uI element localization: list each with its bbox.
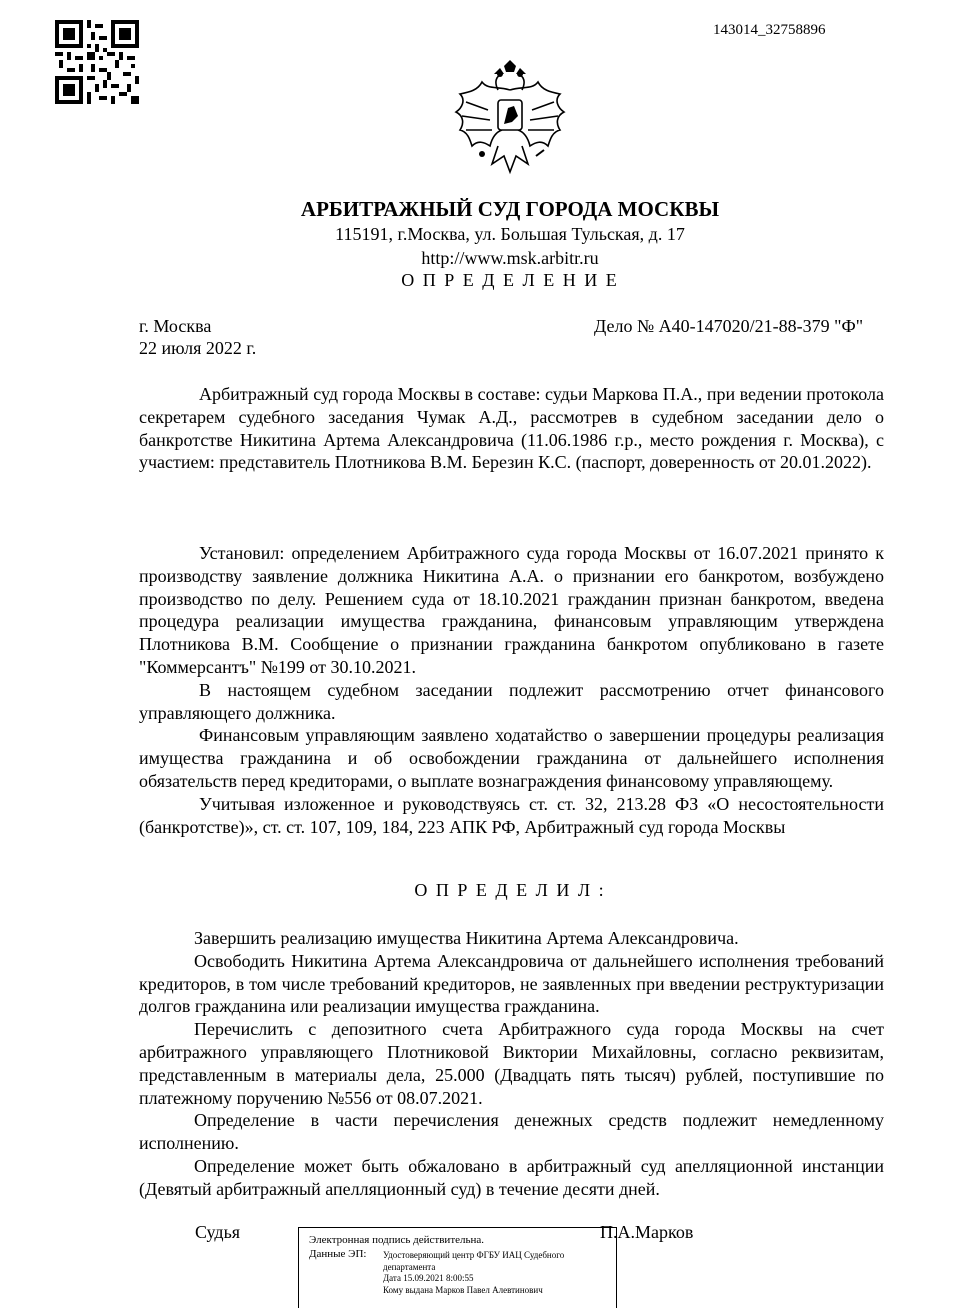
signature-data-label: Данные ЭП: xyxy=(309,1248,367,1260)
signature-date: Дата 15.09.2021 8:00:55 xyxy=(383,1273,474,1283)
qr-code-icon xyxy=(55,20,139,104)
document-date: 22 июля 2022 г. xyxy=(139,338,257,358)
judge-label: Судья xyxy=(195,1222,241,1242)
established-paragraph: Учитывая изложенное и руководствуясь ст. ст. 32, 213.28 ФЗ «О несостоятельности (банкротстве)», ст. ст. 107, 109, 184, 223 АПК РФ, Арбитражный суд города Москвы xyxy=(139,793,884,837)
established-section xyxy=(139,542,884,838)
ruling-title: О П Р Е Д Е Л И Л : xyxy=(414,880,606,900)
signature-issued-to: Кому выдана Марков Павел Алевтинович xyxy=(383,1284,543,1295)
document-title: О П Р Е Д Е Л Е Н И Е xyxy=(401,270,619,290)
established-paragraph: В настоящем судебном заседании подлежит рассмотрению отчет финансового управляющего должника. xyxy=(139,679,884,723)
ruling-paragraph: Освободить Никитина Артема Александровича от дальнейшего исполнения требований кредиторов, в том числе требований кредиторов, не заявленных при введении реструктуризации долгов гражданина или реализации имущества гражданина. xyxy=(139,950,884,1017)
court-website: http://www.msk.arbitr.ru xyxy=(421,248,599,268)
document-city: г. Москва xyxy=(139,316,212,336)
court-address: 115191, г.Москва, ул. Большая Тульская, д. 17 xyxy=(335,224,685,244)
established-paragraph: Установил: определением Арбитражного суда города Москвы от 16.07.2021 принято к производству заявление должника Никитина А.А. о признании его банкротом, возбуждено производство по делу. Решением суда от 18.10.2021 гражданин признан банкротом, введена процедура реализации имущества гражданина, финансовым управляющим утверждена Плотникова В.М. Сообщение о признании гражданина банкротом опубликовано в газете "Коммерсантъ" №199 от 30.10.2021. xyxy=(139,543,884,677)
signature-valid-text: Электронная подпись действительна. xyxy=(309,1234,485,1246)
intro-paragraph: Арбитражный суд города Москвы в составе: судьи Маркова П.А., при ведении протокола секретарем судебного заседания Чумак А.Д., рассмотрев в судебном заседании дело о банкротстве Никитина Артема Александровича (11.06.1986 г.р., место рождения г. Москва), с участием: представитель Плотникова В.М. Березин К.С. (паспорт, доверенность от 20.01.2022). xyxy=(139,384,884,473)
ruling-paragraph: Завершить реализацию имущества Никитина Артема Александровича. xyxy=(194,928,739,948)
case-number: Дело № А40-147020/21-88-379 "Ф" xyxy=(594,316,864,336)
document-id: 143014_32758896 xyxy=(713,22,826,38)
court-name: АРБИТРАЖНЫЙ СУД ГОРОДА МОСКВЫ xyxy=(300,197,720,221)
ruling-paragraph: Определение в части перечисления денежных средств подлежит немедленному исполнению. xyxy=(139,1110,884,1154)
ruling-paragraph: Перечислить с депозитного счета Арбитражного суда города Москвы на счет арбитражного управляющего Плотниковой Виктории Михайловны, согласно реквизитам, представленным в материалы дела, 25.000 (Двадцать пять тысяч) рублей, поступившие по платежному поручению №556 от 08.07.2021. xyxy=(139,1019,884,1108)
established-paragraph: Финансовым управляющим заявлено ходатайство о завершении процедуры реализация имущества гражданина и об освобождении гражданина от дальнейшего исполнения обязательств перед кредиторами, о выплате вознаграждения финансовому управляющему. xyxy=(139,725,884,791)
electronic-signature-stamp xyxy=(298,1227,617,1308)
ruling-paragraph: Определение может быть обжаловано в арбитражный суд апелляционной инстанции (Девятый арбитражный апелляционный суд) в течение десяти дней. xyxy=(139,1155,884,1199)
intro-section xyxy=(139,383,884,474)
signature-details xyxy=(383,1250,605,1296)
judge-name: П.А.Марков xyxy=(600,1222,694,1242)
russian-coat-of-arms-emblem xyxy=(452,60,568,180)
rulings-section xyxy=(139,927,884,1201)
signature-center: Удостоверяющий центр ФГБУ ИАЦ Судебного департамента xyxy=(383,1250,565,1272)
